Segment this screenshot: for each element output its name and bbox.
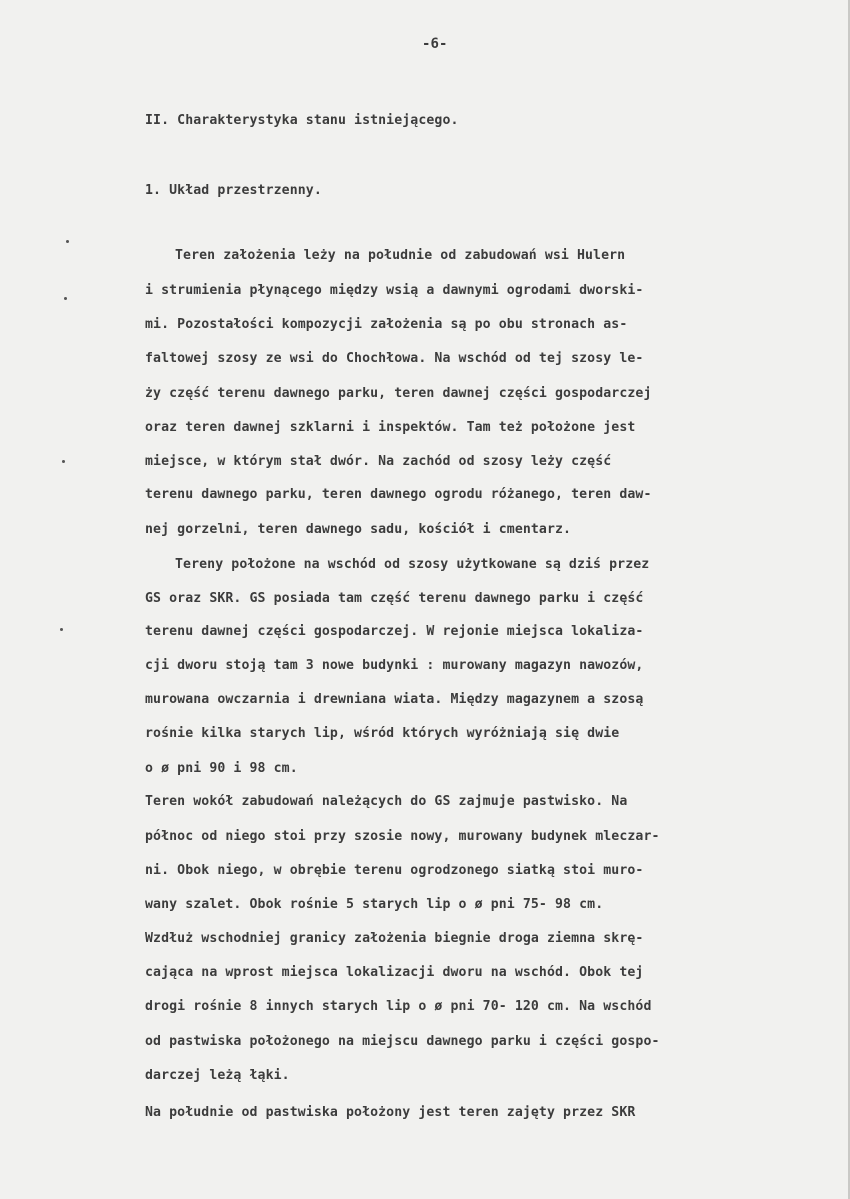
body-line: mi. Pozostałości kompozycji założenia są po obu stronach as- [145,317,628,332]
body-line: Na południe od pastwiska położony jest teren zajęty przez SKR [145,1105,636,1120]
body-line: terenu dawnego parku, teren dawnego ogrodu różanego, teren daw- [145,487,652,502]
body-line: Wzdłuż wschodniej granicy założenia biegnie droga ziemna skrę- [145,931,644,946]
body-line: Teren założenia leży na południe od zabudowań wsi Hulern [175,248,626,263]
body-line: murowana owczarnia i drewniana wiata. Między magazynem a szosą [145,692,644,707]
page-number: -6- [422,36,448,52]
body-line: terenu dawnej części gospodarczej. W rejonie miejsca lokaliza- [145,624,644,639]
body-line: i strumienia płynącego między wsią a dawnymi ogrodami dworski- [145,283,644,298]
body-line: o ø pni 90 i 98 cm. [145,761,298,776]
margin-mark [62,460,65,463]
body-line: ży część terenu dawnego parku, teren dawnej części gospodarczej [145,386,652,401]
body-line: wany szalet. Obok rośnie 5 starych lip o ø pni 75- 98 cm. [145,897,604,912]
margin-mark [66,240,69,243]
body-line: ni. Obok niego, w obrębie terenu ogrodzonego siatką stoi muro- [145,863,644,878]
body-line: od pastwiska położonego na miejscu dawnego parku i części gospo- [145,1034,660,1049]
body-line: rośnie kilka starych lip, wśród których wyróżniają się dwie [145,726,620,741]
body-line: północ od niego stoi przy szosie nowy, murowany budynek mleczar- [145,829,660,844]
body-line: oraz teren dawnej szklarni i inspektów. Tam też położone jest [145,420,636,435]
body-line: darczej leżą łąki. [145,1068,290,1083]
body-line: cji dworu stoją tam 3 nowe budynki : murowany magazyn nawozów, [145,658,644,673]
body-line: miejsce, w którym stał dwór. Na zachód od szosy leży część [145,454,612,469]
body-line: nej gorzelni, teren dawnego sadu, kościół i cmentarz. [145,522,572,537]
body-line: cająca na wprost miejsca lokalizacji dworu na wschód. Obok tej [145,965,644,980]
body-line: Tereny położone na wschód od szosy użytkowane są dziś przez [175,557,650,572]
body-line: Teren wokół zabudowań należących do GS zajmuje pastwisko. Na [145,794,628,809]
margin-mark [64,297,67,300]
body-line: GS oraz SKR. GS posiada tam część terenu dawnego parku i część [145,591,644,606]
section-heading: II. Charakterystyka stanu istniejącego. [145,113,459,128]
subsection-heading: 1. Układ przestrzenny. [145,183,322,198]
body-line: drogi rośnie 8 innych starych lip o ø pni 70- 120 cm. Na wschód [145,999,652,1014]
body-line: faltowej szosy ze wsi do Chochłowa. Na wschód od tej szosy le- [145,351,644,366]
margin-mark [60,628,63,631]
